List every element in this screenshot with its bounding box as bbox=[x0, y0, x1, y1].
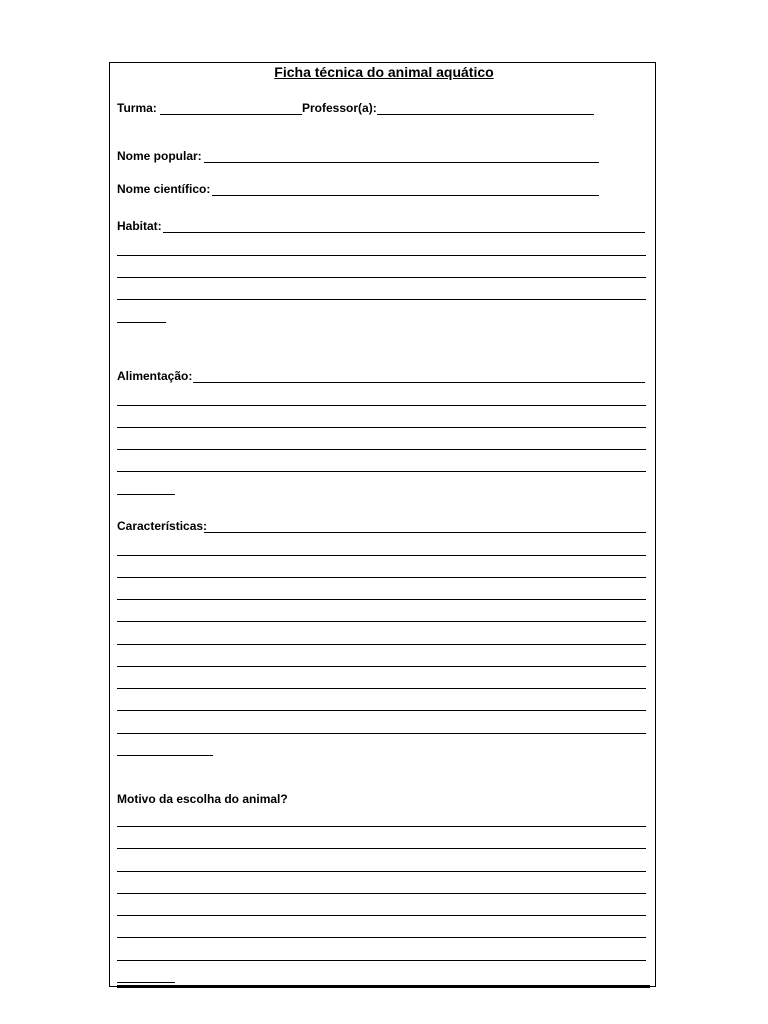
alimentacao-field-line[interactable] bbox=[117, 405, 646, 406]
motivo-field-line[interactable] bbox=[117, 893, 646, 894]
alimentacao-field-line[interactable] bbox=[193, 382, 645, 383]
caracteristicas-field-line[interactable] bbox=[117, 621, 646, 622]
caracteristicas-field-line[interactable] bbox=[117, 688, 646, 689]
caracteristicas-field-line[interactable] bbox=[117, 733, 646, 734]
nome-cientifico-field[interactable] bbox=[212, 195, 599, 196]
alimentacao-field-line[interactable] bbox=[117, 471, 646, 472]
alimentacao-label: Alimentação: bbox=[117, 369, 193, 383]
caracteristicas-field-line[interactable] bbox=[117, 555, 646, 556]
motivo-field-line[interactable] bbox=[117, 848, 646, 849]
alimentacao-field-line[interactable] bbox=[117, 494, 175, 495]
caracteristicas-field-line[interactable] bbox=[117, 644, 646, 645]
motivo-field-line[interactable] bbox=[117, 871, 646, 872]
habitat-field-line[interactable] bbox=[117, 299, 646, 300]
caracteristicas-field-line[interactable] bbox=[117, 599, 646, 600]
habitat-field-line[interactable] bbox=[163, 232, 645, 233]
habitat-field-line[interactable] bbox=[117, 277, 646, 278]
sheet-bottom-edge bbox=[117, 985, 650, 988]
caracteristicas-field-line[interactable] bbox=[117, 666, 646, 667]
nome-popular-field[interactable] bbox=[204, 162, 599, 163]
motivo-field-line[interactable] bbox=[117, 960, 646, 961]
turma-field[interactable] bbox=[160, 114, 302, 115]
motivo-field-line[interactable] bbox=[117, 826, 646, 827]
caracteristicas-label: Características: bbox=[117, 519, 208, 533]
habitat-field-line[interactable] bbox=[117, 322, 166, 323]
professor-label: Professor(a): bbox=[302, 101, 377, 115]
professor-field[interactable] bbox=[377, 114, 594, 115]
caracteristicas-field-line[interactable] bbox=[117, 755, 213, 756]
motivo-field-line[interactable] bbox=[117, 982, 175, 983]
habitat-field-line[interactable] bbox=[117, 255, 646, 256]
form-title: Ficha técnica do animal aquático bbox=[274, 64, 494, 80]
motivo-label: Motivo da escolha do animal? bbox=[117, 792, 288, 806]
nome-popular-label: Nome popular: bbox=[117, 149, 202, 163]
caracteristicas-field-line[interactable] bbox=[204, 532, 646, 533]
caracteristicas-field-line[interactable] bbox=[117, 710, 646, 711]
turma-label: Turma: bbox=[117, 101, 157, 115]
motivo-field-line[interactable] bbox=[117, 915, 646, 916]
nome-cientifico-label: Nome científico: bbox=[117, 182, 211, 196]
alimentacao-field-line[interactable] bbox=[117, 449, 646, 450]
alimentacao-field-line[interactable] bbox=[117, 427, 646, 428]
caracteristicas-field-line[interactable] bbox=[117, 577, 646, 578]
motivo-field-line[interactable] bbox=[117, 937, 646, 938]
habitat-label: Habitat: bbox=[117, 219, 162, 233]
